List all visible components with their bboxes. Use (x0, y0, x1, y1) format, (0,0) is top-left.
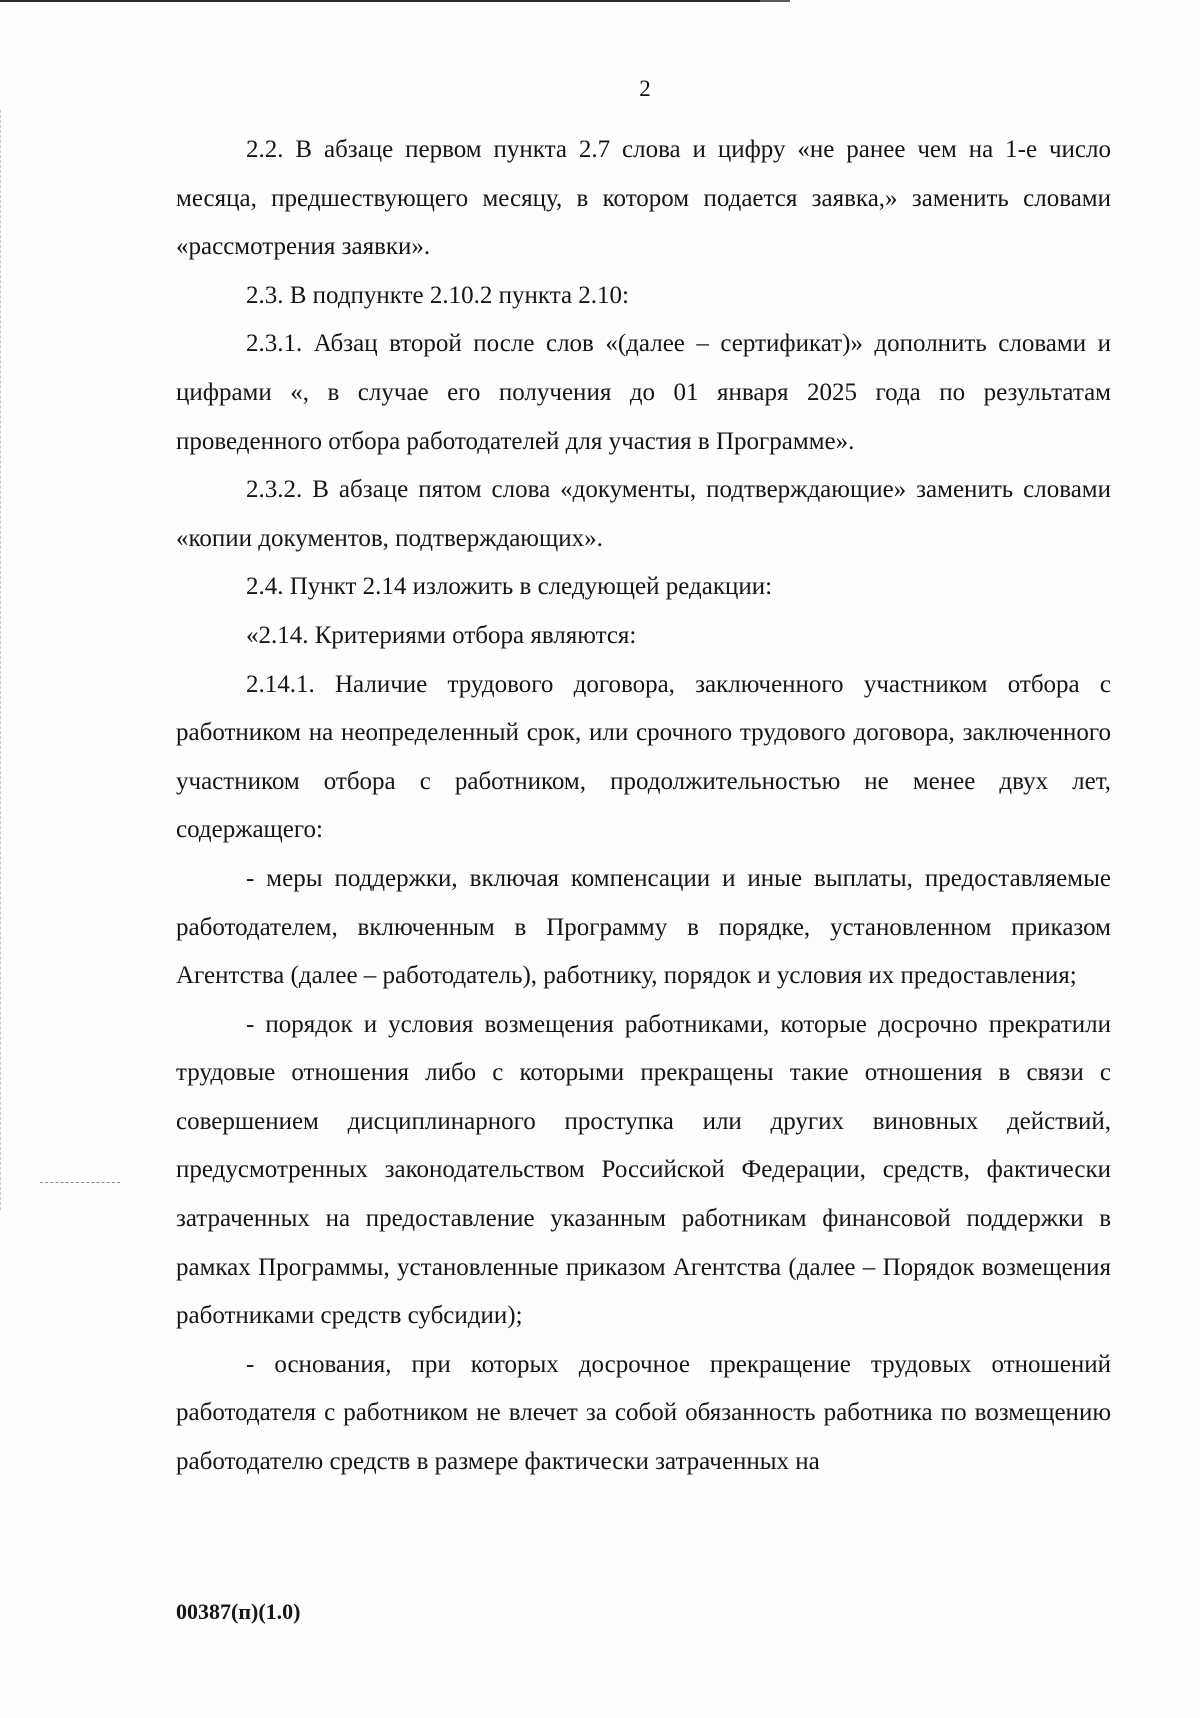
list-item-termination-grounds: - основания, при которых досрочное прекращение трудовых отношений работодателя с работником не влечет за собой обязанность работника по возмещению работодателю средств в размере фактически затраченных на (176, 1350, 1111, 1476)
paragraph-2-2: 2.2. В абзаце первом пункта 2.7 слова и цифру «не ранее чем на 1-е число месяца, предшествующего месяцу, в котором подается заявка,» заменить словами «рассмотрения заявки». (176, 136, 1111, 261)
scan-left-edge-mark (0, 110, 3, 1210)
document-code: 00387(п)(1.0) (176, 1599, 301, 1624)
paragraph-2-14-1: 2.14.1. Наличие трудового договора, заключенного участником отбора с работником на неопределенный срок, или срочного трудового договора, заключенного участником отбора с работником, продолжительностью не менее двух лет, содержащего: (176, 670, 1111, 844)
paragraph-2-3: 2.3. В подпункте 2.10.2 пункта 2.10: (246, 281, 629, 309)
scan-artifact-dashes (40, 1182, 120, 1184)
document-body (176, 126, 1111, 1487)
list-item-reimbursement-procedure: - порядок и условия возмещения работниками, которые досрочно прекратили трудовые отношения либо с которыми прекращены такие отношения в связи с совершением дисциплинарного проступка или других виновных действий, предусмотренных законодательством Российской Федерации, средств, фактически затраченных на предоставление указанным работникам финансовой поддержки в рамках Программы, установленные приказом Агентства (далее – Порядок возмещения работниками средств субсидии); (176, 1010, 1111, 1330)
paragraph-2-14: «2.14. Критериями отбора являются: (246, 621, 637, 649)
page-number: 2 (639, 76, 651, 101)
scan-top-border-fragment (760, 0, 790, 2)
paragraph-2-3-2: 2.3.2. В абзаце пятом слова «документы, подтверждающие» заменить словами «копии документов, подтверждающих». (176, 476, 1111, 552)
list-item-support-measures: - меры поддержки, включая компенсации и иные выплаты, предоставляемые работодателем, включенным в Программу в порядке, установленном приказом Агентства (далее – работодатель), работнику, порядок и условия их предоставления; (176, 864, 1111, 990)
scan-top-border (0, 0, 760, 2)
paragraph-2-3-1: 2.3.1. Абзац второй после слов «(далее – сертификат)» дополнить словами и цифрами «, в случае его получения до 01 января 2025 года по результатам проведенного отбора работодателей для участия в Программе». (176, 330, 1111, 455)
paragraph-2-4: 2.4. Пункт 2.14 изложить в следующей редакции: (246, 573, 773, 601)
